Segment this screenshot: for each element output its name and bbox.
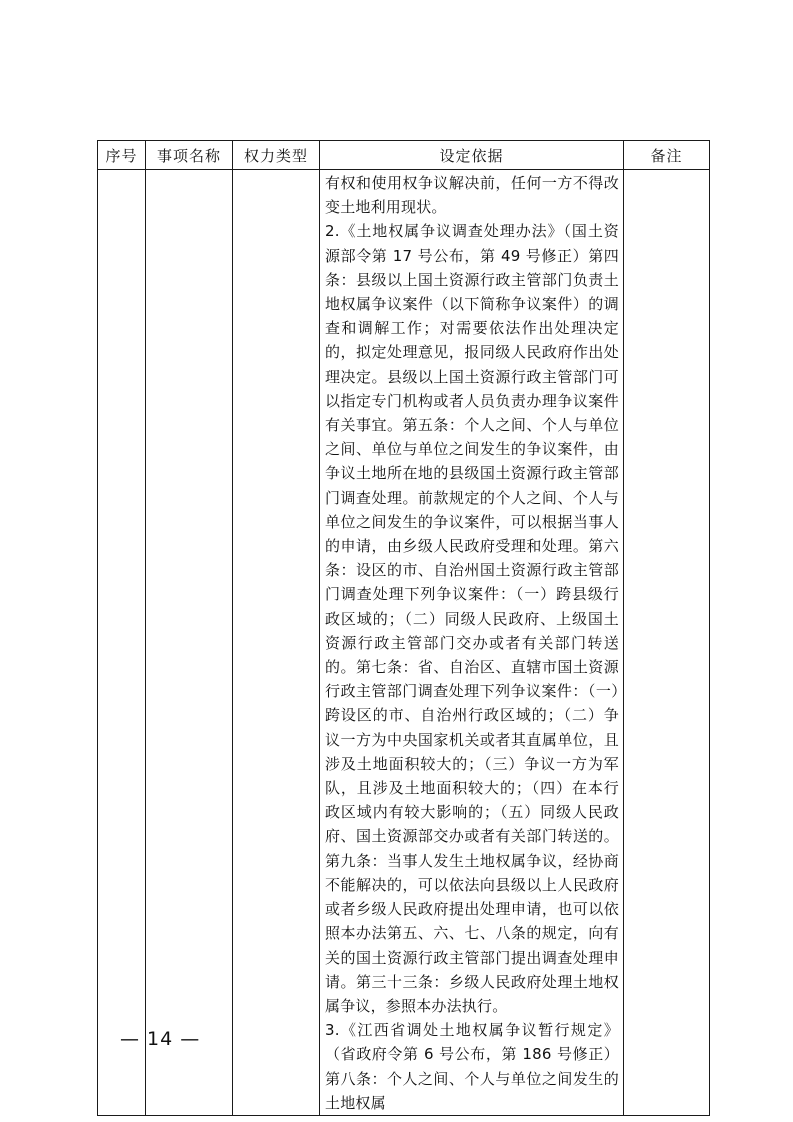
- table-row: [98, 170, 710, 1116]
- header-remarks: 备注: [624, 141, 710, 170]
- cell-item-name: [146, 170, 233, 1116]
- basis-paragraph: 3.《江西省调处土地权属争议暂行规定》（省政府令第 6 号公布，第 186 号修正）第八条：个人之间、个人与单位之间发生的土地权属: [325, 1021, 619, 1112]
- cell-remarks: [624, 170, 710, 1116]
- cell-power-type: [233, 170, 320, 1116]
- page-number: — 14 —: [120, 1028, 201, 1050]
- basis-paragraph: 2.《土地权属争议调查处理办法》（国土资源部令第 17 号公布，第 49 号修正）第四条：县级以上国土资源行政主管部门负责土地权属争议案件（以下简称争议案件）的调查和调解工作；对需要依法作出处理决定的，拟定处理意见，报同级人民政府作出处理决定。县级以上国土资源行政主管部门可以指定专门机构或者人员负责办理争议案件有关事宜。第五条：个人之间、个人与单位之间、单位与单位之间发生的争议案件，由争议土地所在地的县级国土资源行政主管部门调查处理。前款规定的个人之间、个人与单位之间发生的争议案件，可以根据当事人的申请，由乡级人民政府受理和处理。第六条：设区的市、自治州国土资源行政主管部门调查处理下列争议案件：（一）跨县级行政区域的；（二）同级人民政府、上级国土资源行政主管部门交办或者有关部门转送的。第七条：省、自治区、直辖市国土资源行政主管部门调查处理下列争议案件：（一）跨设区的市、自治州行政区域的；（二）争议一方为中央国家机关或者其直属单位，且涉及土地面积较大的；（三）争议一方为军队，且涉及土地面积较大的；（四）在本行政区域内有较大影响的；（五）同级人民政府、国土资源部交办或者有关部门转送的。第九条：当事人发生土地权属争议，经协商不能解决的，可以依法向县级以上人民政府或者乡级人民政府提出处理申请，也可以依照本办法第五、六、七、八条的规定，向有关的国土资源行政主管部门提出调查处理申请。第三十三条：乡级人民政府处理土地权属争议，参照本办法执行。: [325, 222, 619, 1015]
- header-serial-number: 序号: [98, 141, 146, 170]
- header-legal-basis: 设定依据: [320, 141, 624, 170]
- authority-table: [97, 140, 710, 1116]
- header-item-name: 事项名称: [146, 141, 233, 170]
- cell-serial-number: [98, 170, 146, 1116]
- table-header-row: [98, 141, 710, 170]
- header-power-type: 权力类型: [233, 141, 320, 170]
- basis-paragraph: 有权和使用权争议解决前，任何一方不得改变土地利用现状。: [325, 174, 619, 217]
- legal-basis-text: [325, 171, 619, 1115]
- cell-legal-basis: [320, 170, 624, 1116]
